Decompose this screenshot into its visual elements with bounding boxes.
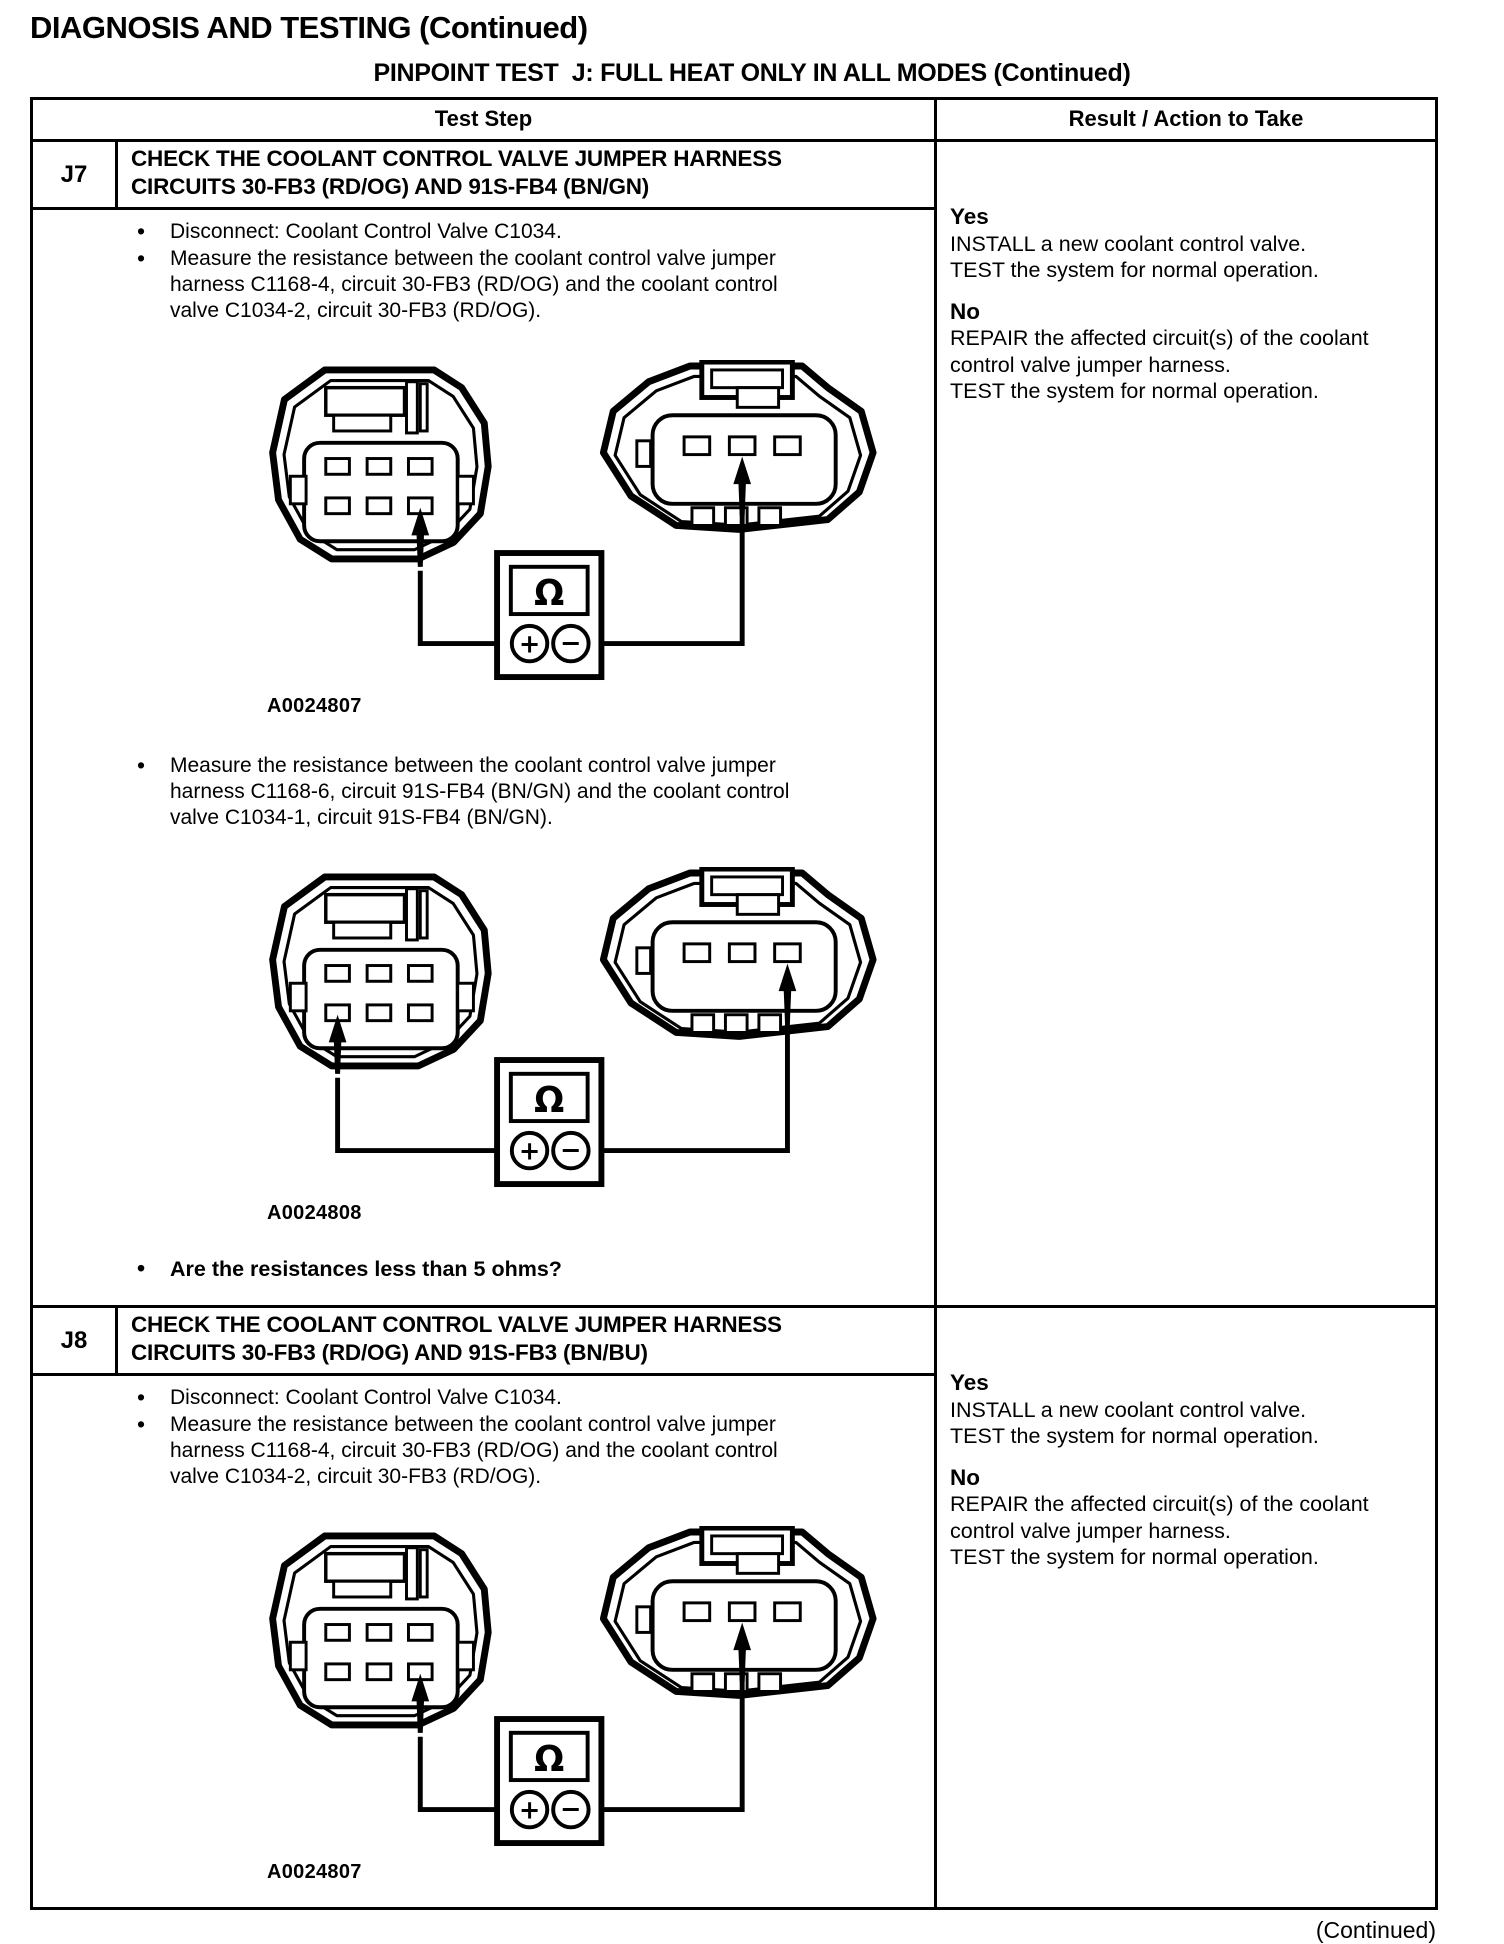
connector-test-diagram: [249, 360, 879, 687]
no-actions: [950, 325, 1419, 405]
svg-text:−: −: [560, 1794, 582, 1825]
yes-label: Yes: [950, 204, 989, 229]
connector-pins: [684, 437, 800, 455]
connector-test-diagram: [249, 867, 879, 1194]
action-line: TEST the system for normal operation.: [950, 379, 1319, 403]
right-connector: [603, 869, 873, 1036]
ohmmeter: [497, 553, 601, 677]
action-line: INSTALL a new coolant control valve.: [950, 1397, 1307, 1422]
ohmmeter: [497, 1719, 601, 1843]
plus-terminal: [512, 1133, 547, 1168]
test-step-cell-j8: [33, 1308, 937, 1907]
right-connector: [603, 1528, 873, 1695]
wiring-diagram: [249, 867, 934, 1194]
ohm-symbol: Ω: [534, 573, 565, 615]
step-row-j7: [33, 142, 1435, 1305]
step-bullets: [137, 753, 934, 831]
step-title-j7: [118, 142, 792, 207]
figure-label: A0024807: [267, 1861, 362, 1883]
figure-label: A0024808: [267, 1202, 362, 1224]
left-connector: [273, 877, 489, 1066]
step-row-j8: [33, 1305, 1435, 1907]
svg-text:−: −: [560, 1135, 582, 1166]
step-bullets: [137, 219, 934, 324]
bullet-item: • Disconnect: Coolant Control Valve C1034.: [137, 219, 809, 245]
column-header-test-step: Test Step: [33, 100, 937, 139]
step-heading-j8: [33, 1308, 934, 1376]
step-id-j7: J7: [33, 142, 118, 207]
step-body-j8: [33, 1376, 934, 1907]
connector-pins: [684, 944, 800, 962]
connector-bottom-cavities: [692, 1674, 781, 1692]
continued-footer: (Continued): [1315, 1917, 1436, 1943]
plus-terminal: [512, 1792, 547, 1827]
no-actions: [950, 1491, 1419, 1571]
ohmmeter: [497, 1060, 601, 1184]
minus-terminal: [553, 1133, 588, 1168]
step-bullets: [137, 1385, 934, 1490]
yes-actions: [950, 231, 1419, 284]
ohm-symbol: Ω: [534, 1739, 565, 1781]
bullet-item: • Measure the resistance between the coolant control valve jumper harness C1168-4, circuit 30-FB3 (RD/OG) and the coolant control valve C1034-2, circuit 30-FB3 (RD/OG).: [137, 246, 809, 324]
bullet-item: • Measure the resistance between the coolant control valve jumper harness C1168-4, circuit 30-FB3 (RD/OG) and the coolant control valve C1034-2, circuit 30-FB3 (RD/OG).: [137, 1412, 809, 1490]
action-line: TEST the system for normal operation.: [950, 1545, 1319, 1569]
minus-terminal: [553, 1792, 588, 1827]
step-title-line1: CHECK THE COOLANT CONTROL VALVE JUMPER HARNESS: [131, 1312, 782, 1337]
connector-test-diagram: [249, 1526, 879, 1853]
step-question: • Are the resistances less than 5 ohms?: [137, 1256, 809, 1282]
step-id-j8: J8: [33, 1308, 118, 1373]
wiring-diagram: [249, 1526, 934, 1853]
svg-text:+: +: [518, 1795, 541, 1826]
bullet-item: • Measure the resistance between the coolant control valve jumper harness C1168-6, circuit 91S-FB4 (BN/GN) and the coolant control valve C1034-1, circuit 91S-FB4 (BN/GN).: [137, 753, 809, 831]
plus-terminal: [512, 626, 547, 661]
svg-text:+: +: [518, 1136, 541, 1167]
step-body-j7: [33, 210, 934, 1305]
connector-pins: [684, 1603, 800, 1621]
step-title-line2: CIRCUITS 30-FB3 (RD/OG) AND 91S-FB4 (BN/GN): [131, 174, 650, 199]
result-cell-j7: [937, 142, 1435, 1305]
result-cell-j8: [937, 1308, 1435, 1907]
svg-text:−: −: [560, 628, 582, 659]
column-header-result: Result / Action to Take: [1068, 106, 1304, 131]
action-line: REPAIR the affected circuit(s) of the coolant control valve jumper harness.: [950, 326, 1369, 377]
minus-terminal: [553, 626, 588, 661]
no-label: No: [950, 1464, 980, 1490]
step-title-line2: CIRCUITS 30-FB3 (RD/OG) AND 91S-FB3 (BN/BU): [131, 1340, 648, 1365]
action-line: TEST the system for normal operation.: [950, 1424, 1319, 1448]
page-title: DIAGNOSIS AND TESTING (Continued): [30, 10, 588, 45]
ohm-symbol: Ω: [534, 1080, 565, 1122]
connector-bottom-cavities: [692, 508, 781, 526]
left-connector: [273, 370, 489, 559]
wiring-diagram: [249, 360, 934, 687]
table-header-row: [33, 100, 1435, 142]
svg-text:+: +: [518, 629, 541, 660]
step-heading-j7: [33, 142, 934, 210]
yes-label: Yes: [950, 1370, 989, 1395]
connector-bottom-cavities: [692, 1015, 781, 1033]
bullet-item: • Disconnect: Coolant Control Valve C1034.: [137, 1385, 809, 1411]
no-label: No: [950, 298, 980, 324]
right-connector: [603, 362, 873, 529]
yes-actions: [950, 1397, 1419, 1450]
step-title-line1: CHECK THE COOLANT CONTROL VALVE JUMPER HARNESS: [131, 146, 782, 171]
pinpoint-test-table: [30, 97, 1438, 1910]
step-title-j8: [118, 1308, 792, 1373]
figure-label: A0024807: [267, 695, 362, 717]
section-title: PINPOINT TEST J: FULL HEAT ONLY IN ALL MODES (Continued): [373, 59, 1131, 87]
test-step-cell-j7: [33, 142, 937, 1305]
action-line: INSTALL a new coolant control valve.: [950, 231, 1307, 256]
left-connector: [273, 1536, 489, 1725]
action-line: TEST the system for normal operation.: [950, 258, 1319, 282]
action-line: REPAIR the affected circuit(s) of the coolant control valve jumper harness.: [950, 1492, 1369, 1543]
